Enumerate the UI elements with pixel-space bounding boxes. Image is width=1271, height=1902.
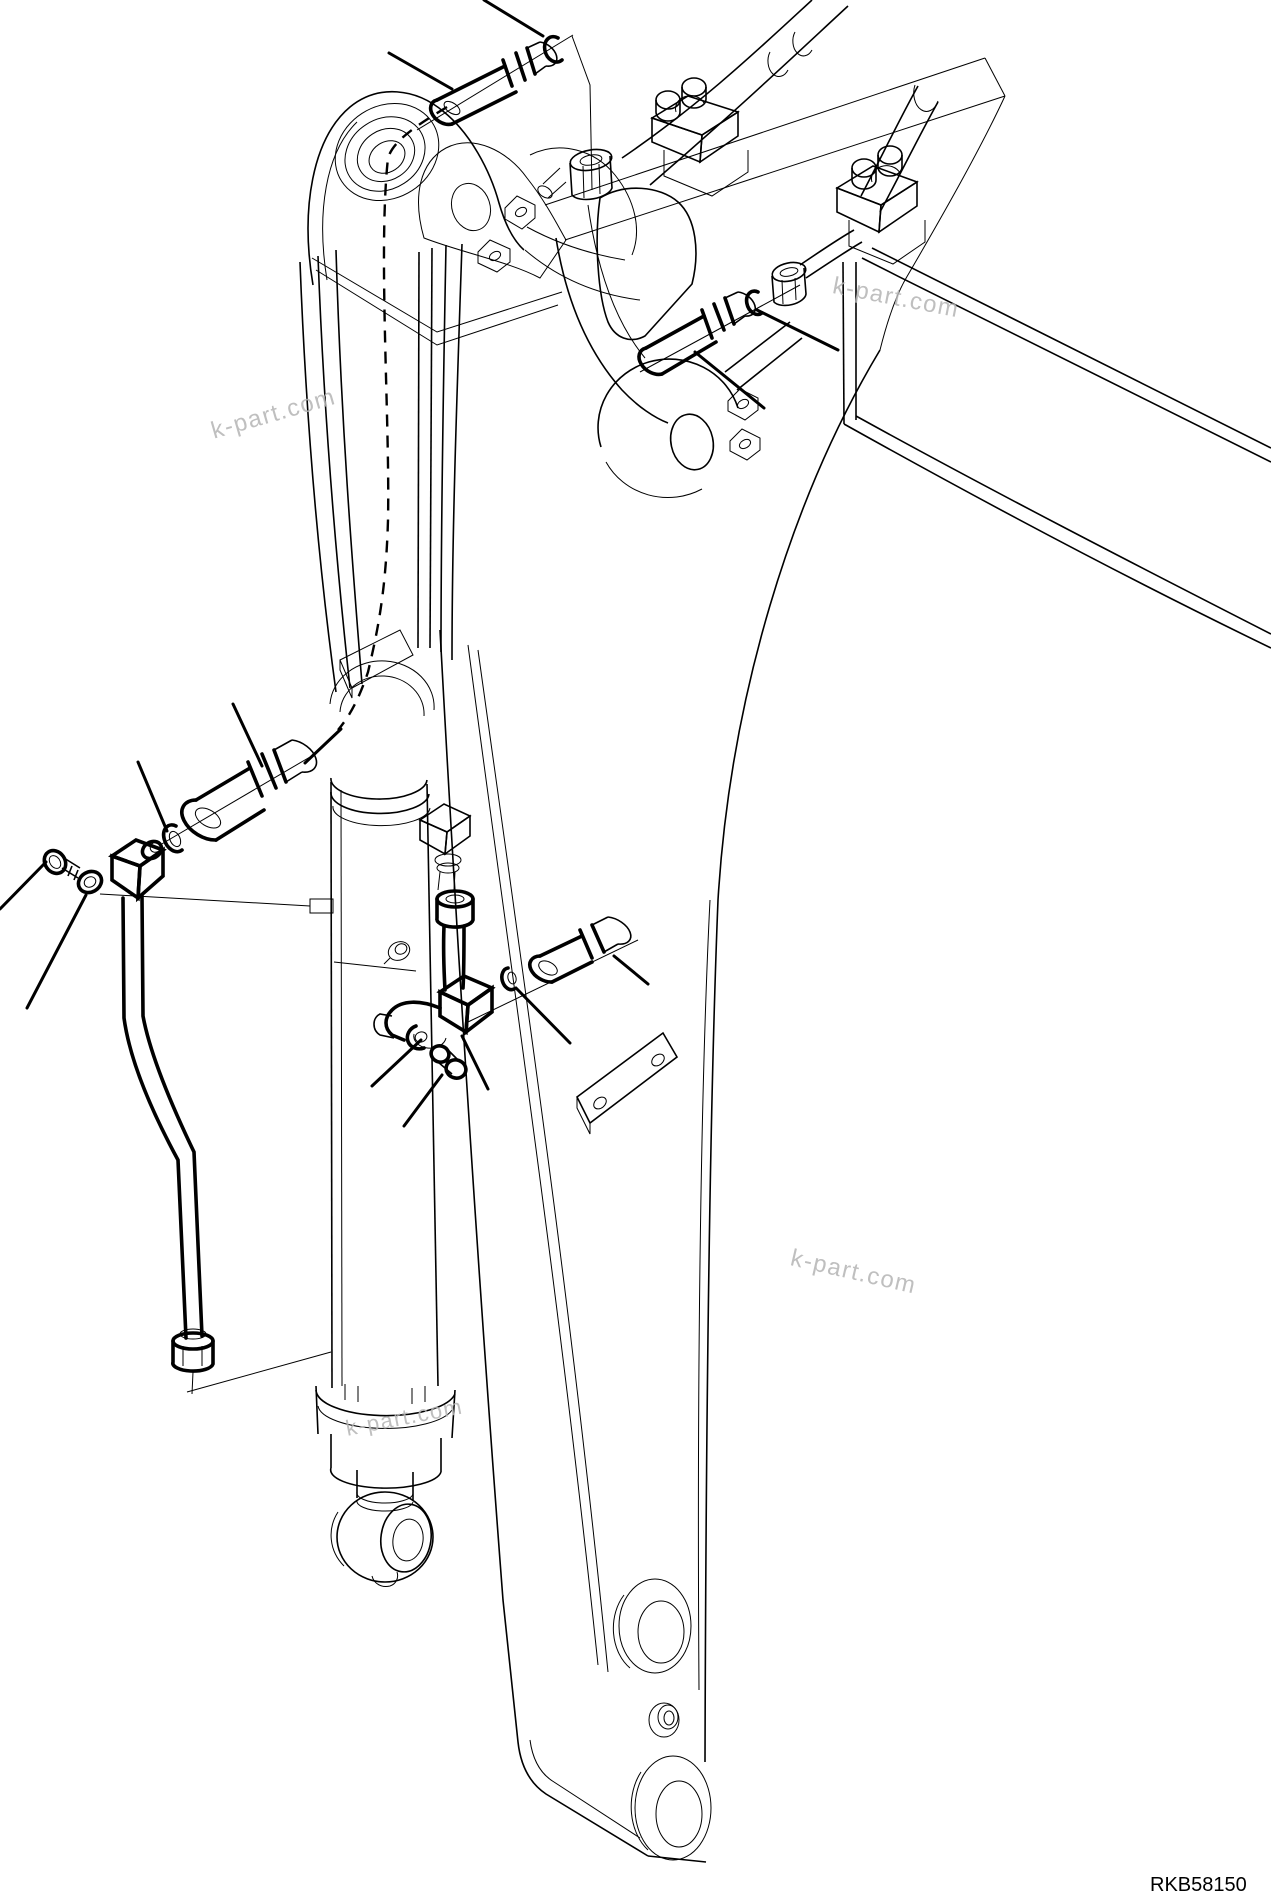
watermark: k-part.com <box>343 1393 466 1441</box>
cylinder-rod-eye <box>331 1492 435 1587</box>
grease-pin-right <box>639 285 800 374</box>
pipe-union-nut <box>173 1329 213 1371</box>
hose-elbow-center <box>374 976 492 1048</box>
grommet <box>384 938 413 964</box>
o-ring <box>502 968 518 990</box>
tube-nut <box>536 147 614 201</box>
snap-washer-center <box>407 1026 428 1049</box>
boom-bracket <box>300 84 625 698</box>
watermark: k-part.com <box>788 1244 920 1300</box>
drain-pipe-assembly <box>40 838 416 1394</box>
hose-frame-assembly <box>536 0 1271 648</box>
watermark: k-part.com <box>208 383 339 445</box>
pipe-washer <box>75 867 106 896</box>
arm-weldment <box>440 96 1005 1862</box>
figure-code: RKB58150 <box>1150 1874 1247 1896</box>
clamp-bolt <box>429 1043 469 1080</box>
hose-adapter-left <box>160 740 316 845</box>
watermark: k-part.com <box>830 272 962 324</box>
hose-nut-right <box>771 260 808 306</box>
